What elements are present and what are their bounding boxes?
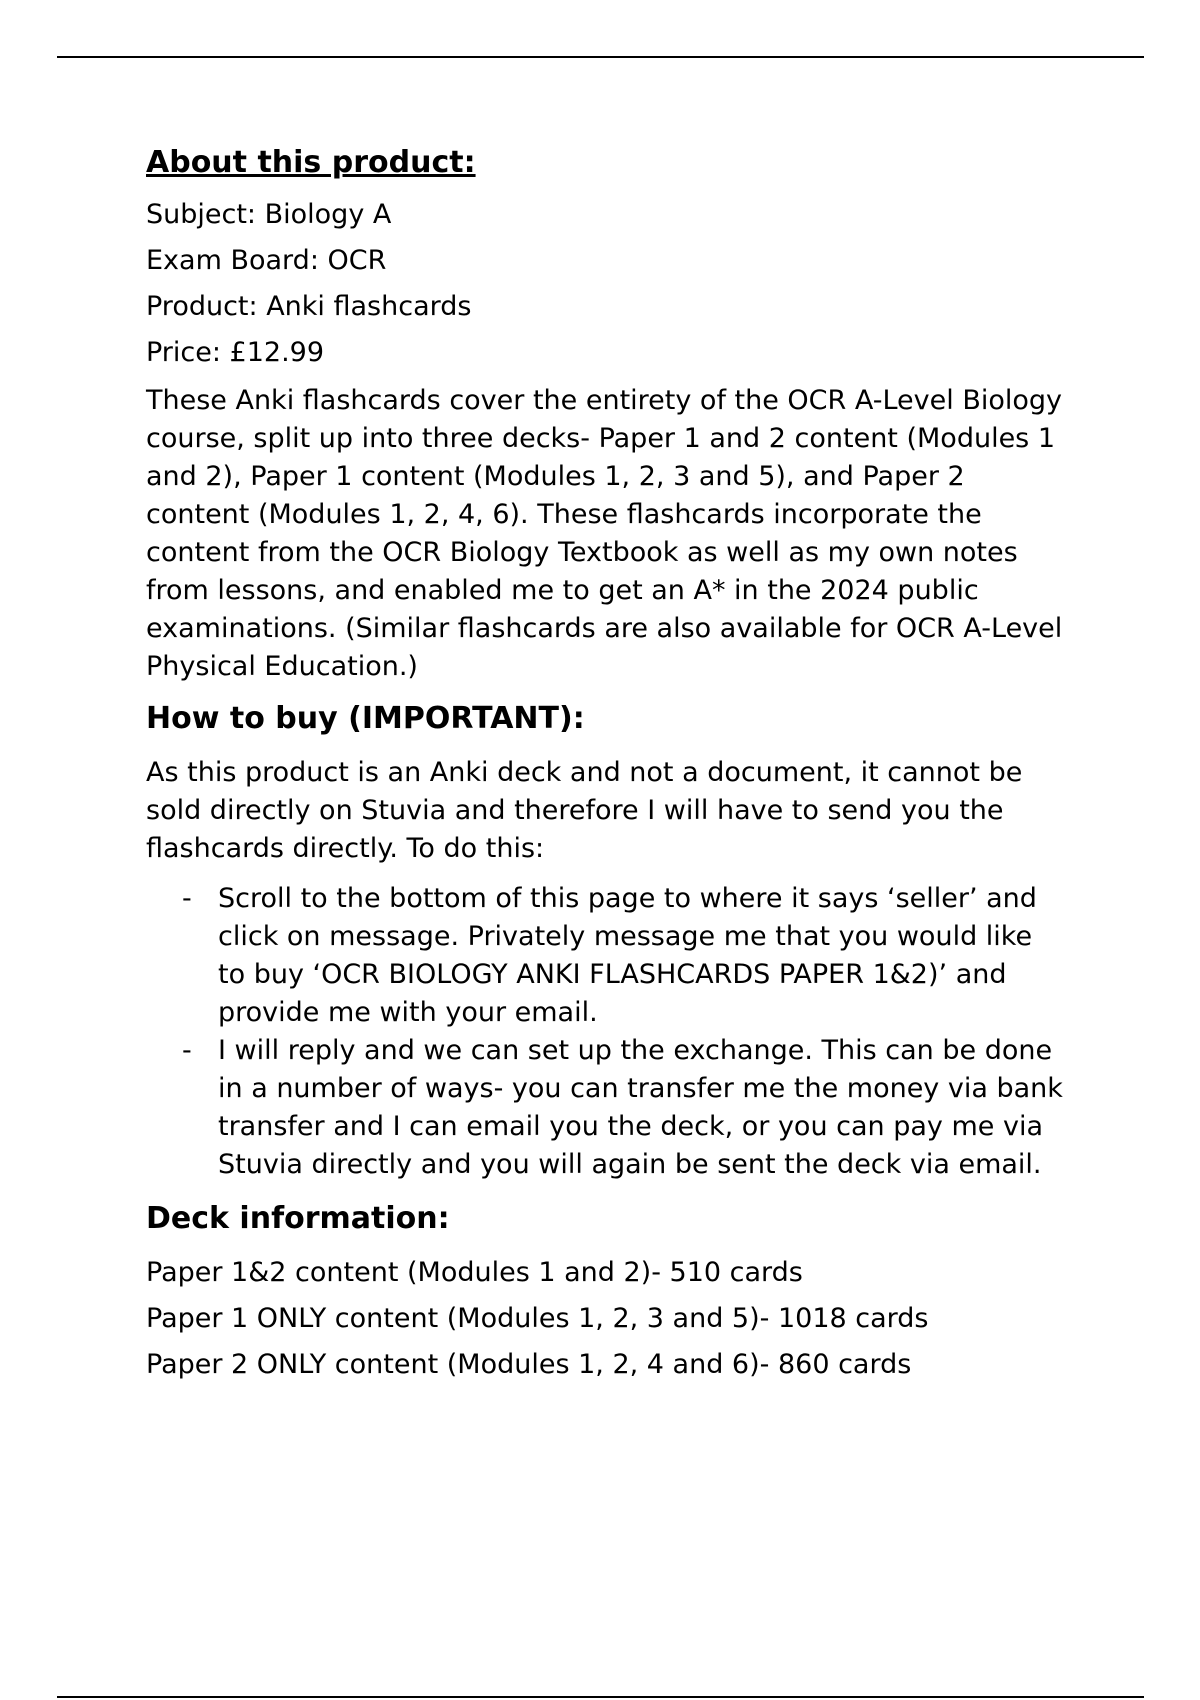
deck-line: Paper 2 ONLY content (Modules 1, 2, 4 and 6)- 860 cards [146,1349,912,1380]
deck-line: Paper 1 ONLY content (Modules 1, 2, 3 and 5)- 1018 cards [146,1303,929,1334]
list-item [146,1032,1066,1184]
step-text: I will reply and we can set up the exchange. This can be done in a number of ways- you can transfer me the money via bank transfer and I can email you the deck, or you can pay me via Stuvia directly and you will again be sent the deck via email. [218,1035,1063,1180]
deck-line: Paper 1&2 content (Modules 1 and 2)- 510 cards [146,1257,803,1288]
deck-information-heading: Deck information: [146,1201,450,1236]
footer-rule [57,1696,1144,1698]
subject-line: Subject: Biology A [146,199,392,230]
bullet-dash: - [182,883,192,914]
exam-board-line: Exam Board: OCR [146,245,387,276]
product-description: These Anki flashcards cover the entirety of the OCR A-Level Biology course, split up into three decks- Paper 1 and 2 content (Modules 1 and 2), Paper 1 content (Modules 1, 2, 3 and 5), and Paper 2 content (Modules 1, 2, 4, 6). These flashcards incorporate the content from the OCR Biology Textbook as well as my own notes from lessons, and enabled me to get an A* in the 2024 public examinations. (Similar flashcards are also available for OCR A-Level Physical Education.) [146,385,1063,682]
how-to-buy-intro: As this product is an Anki deck and not a document, it cannot be sold directly on Stuvia and therefore I will have to send you the flashcards directly. To do this: [146,757,1023,864]
bullet-dash: - [182,1035,192,1066]
how-to-buy-heading: How to buy (IMPORTANT): [146,701,585,736]
purchase-steps-list [146,880,1066,1184]
list-item [146,880,1066,1032]
document-body [146,140,1066,1384]
price-line: Price: £12.99 [146,337,325,368]
step-text: Scroll to the bottom of this page to where it says ‘seller’ and click on message. Privately message me that you would like to buy ‘OCR BIOLOGY ANKI FLASHCARDS PAPER 1&2)’ and provide me with your email. [218,883,1037,1028]
product-line: Product: Anki flashcards [146,291,472,322]
about-heading: About this product: [146,145,476,180]
header-rule [57,56,1144,58]
